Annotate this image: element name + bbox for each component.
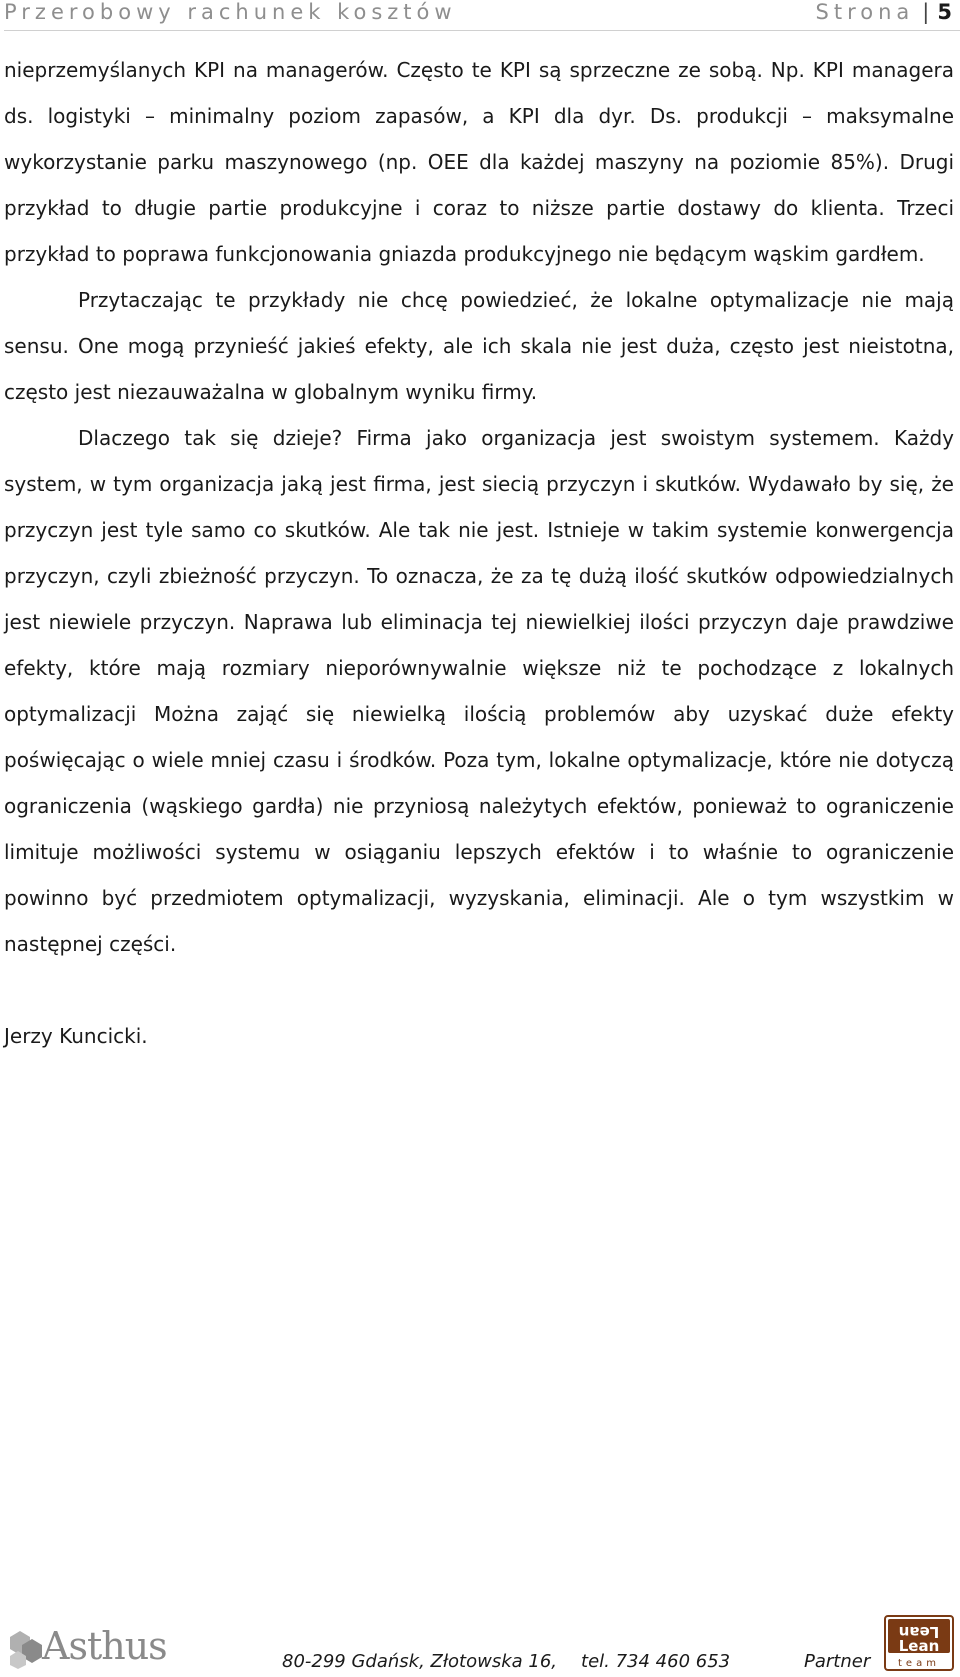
page-separator: | xyxy=(922,0,930,24)
footer-phone: tel. 734 460 653 xyxy=(581,1651,731,1672)
signature: Jerzy Kuncicki. xyxy=(4,1024,148,1048)
paragraph-2: Przytaczając te przykłady nie chcę powiedzieć, że lokalne optymalizacje nie mają sensu. One mogą przynieść jakieś efekty, ale ich skala nie jest duża, często jest nieistotna, często jest niezauważalna w globalnym wyniku firmy. xyxy=(4,288,954,404)
lean-logo-mirrored-text: Lean xyxy=(898,1623,940,1641)
lean-logo-team-text: team xyxy=(898,1658,940,1669)
paragraph-1: nieprzemyślanych KPI na managerów. Często te KPI są sprzeczne ze sobą. Np. KPI managera ds. logistyki – minimalny poziom zapasów, a KPI dla dyr. Ds. produkcji – maksymalne wykorzystanie parku maszynowego (np. OEE dla każdej maszyny na poziomie 85%). Drugi przykład to długie partie produkcyjne i coraz to niższe partie dostawy do klienta. Trzeci przykład to poprawa funkcjonowania gniazda produkcyjnego nie będącym wąskim gardłem. xyxy=(4,58,954,266)
page-number: 5 xyxy=(937,0,952,24)
page-indicator xyxy=(816,0,952,24)
page-header xyxy=(4,0,960,31)
lean-team-logo-icon xyxy=(884,1615,954,1671)
page-footer xyxy=(0,1615,960,1677)
footer-address: 80-299 Gdańsk, Złotowska 16, xyxy=(282,1651,558,1672)
asthus-logo-icon xyxy=(10,1623,167,1671)
document-body xyxy=(4,47,954,1059)
document-title: Przerobowy rachunek kosztów xyxy=(4,0,457,24)
lean-logo-text: Lean xyxy=(898,1637,940,1655)
page-label: Strona xyxy=(815,0,915,24)
paragraph-3: Dlaczego tak się dzieje? Firma jako organizacja jest swoistym systemem. Każdy system, w tym organizacja jaką jest firma, jest siecią przyczyn i skutków. Wydawało by się, że przyczyn jest tyle samo co skutków. Ale tak nie jest. Istnieje w takim systemie konwergencja przyczyn, czyli zbieżność przyczyn. To oznacza, że za tę dużą ilość skutków odpowiedzialnych jest niewiele przyczyn. Naprawa lub eliminacja tej niewielkiej ilości przyczyn daje prawdziwe efekty, które mają rozmiary nieporównywalnie większe niż te pochodzące z lokalnych optymalizacji Można zająć się niewielką ilością problemów aby uzyskać duże efekty poświęcając o wiele mniej czasu i środków. Poza tym, lokalne optymalizacje, które nie dotyczą ograniczenia (wąskiego gardła) nie przyniosą należytych efektów, ponieważ to ograniczenie limituje możliwości systemu w osiąganiu lepszych efektów i to właśnie to ograniczenie powinno być przedmiotem optymalizacji, wyzyskania, eliminacji. Ale o tym wszystkim w następnej części. xyxy=(4,426,954,956)
asthus-logo-mark-icon xyxy=(10,1629,44,1669)
footer-contact xyxy=(282,1651,730,1672)
asthus-logo-text: Asthus xyxy=(42,1624,167,1668)
footer-partner-label: Partner xyxy=(804,1651,871,1672)
